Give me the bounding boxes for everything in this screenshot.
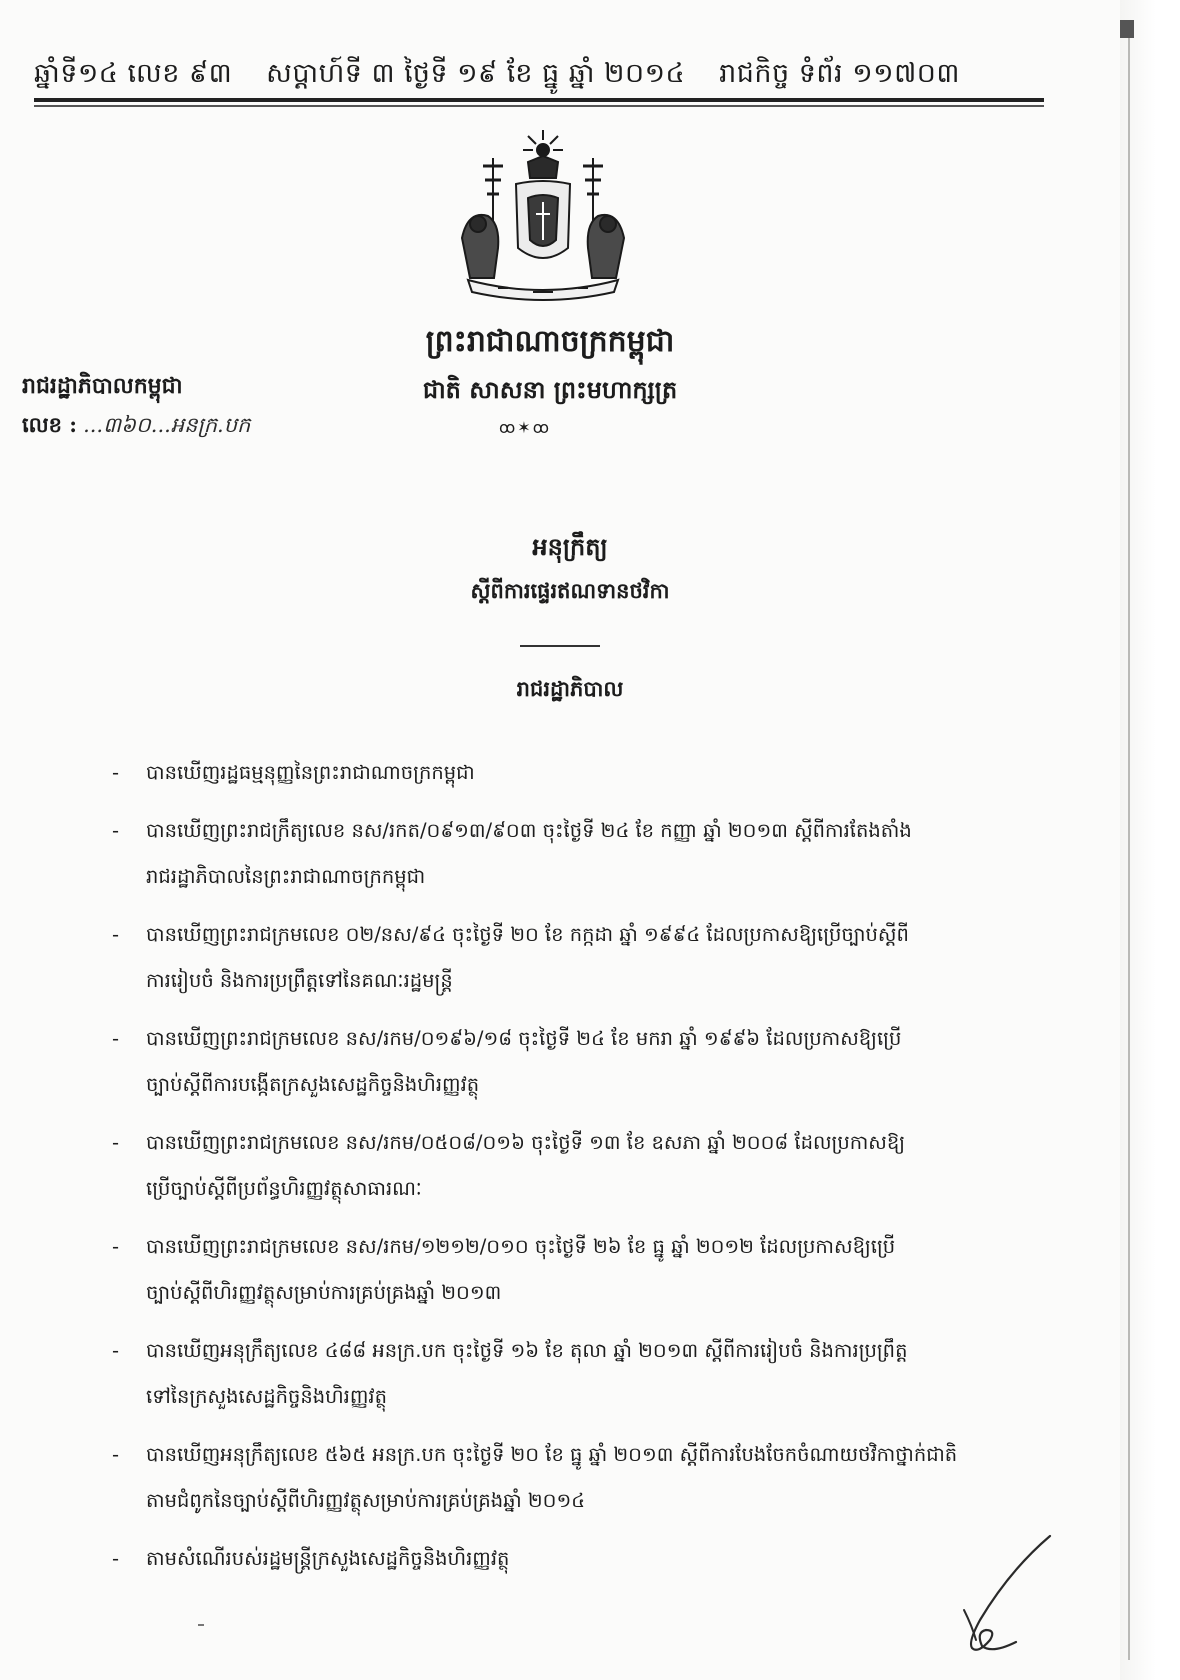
clause-text: បានឃើញរដ្ឋធម្មនុញ្ញនៃព្រះរាជាណាចក្រកម្ពុជា bbox=[146, 761, 475, 784]
clause-text: បានឃើញព្រះរាជក្រឹត្យលេខ នស/រកត/០៩១៣/៩០៣ ចុះថ្ងៃទី ២៤ ខែ កញ្ញា ឆ្នាំ ២០១៣ ស្ដីពីការតែងតាំង រាជរដ្ឋាភិបាលនៃព្រះរាជាណាចក្រកម្ពុជា bbox=[146, 819, 912, 888]
handwritten-initial-signature bbox=[920, 1530, 1060, 1660]
issuing-body-heading: រាជរដ្ឋាភិបាល bbox=[516, 676, 624, 701]
preamble-clauses bbox=[112, 750, 1002, 1594]
list-item bbox=[112, 912, 1002, 1004]
list-item bbox=[112, 1016, 1002, 1108]
gazette-header bbox=[34, 46, 1044, 106]
list-item bbox=[112, 750, 1002, 796]
reference-number-label: លេខ : bbox=[22, 412, 78, 437]
document-subject: ស្ដីពីការផ្ទេរឥណទានថវិកា bbox=[470, 578, 670, 603]
clause-text: បានឃើញព្រះរាជក្រមលេខ ០២/នស/៩៤ ចុះថ្ងៃទី ២០ ខែ កក្កដា ឆ្នាំ ១៩៩៤ ដែលប្រកាសឱ្យប្រើច្បាប់ស្ដីពី ការរៀបចំ និងការប្រព្រឹត្តទៅនៃគណៈរដ្ឋមន្ត្រី bbox=[146, 923, 909, 992]
clause-text: បានឃើញព្រះរាជក្រមលេខ នស/រកម/០៥០៨/០១៦ ចុះថ្ងៃទី ១៣ ខែ ឧសភា ឆ្នាំ ២០០៨ ដែលប្រកាសឱ្យ ប្រើច្បាប់ស្ដីពីប្រព័ន្ធហិរញ្ញវត្ថុសាធារណៈ bbox=[146, 1131, 906, 1200]
page-edge-mark bbox=[1120, 20, 1134, 38]
bullet-dash: - bbox=[112, 1547, 120, 1570]
clause-text: បានឃើញអនុក្រឹត្យលេខ ៤៨៨ អនក្រ.បក ចុះថ្ងៃទី ១៦ ខែ តុលា ឆ្នាំ ២០១៣ ស្ដីពីការរៀបចំ និងការប្រព្រឹត្ត ទៅនៃក្រសួងសេដ្ឋកិច្ចនិងហិរញ្ញវត្ថុ bbox=[146, 1339, 908, 1408]
bullet-dash: - bbox=[112, 761, 120, 784]
ornament-divider: ꝏ✶ꝏ bbox=[499, 418, 551, 437]
issuing-authority: រាជរដ្ឋាភិបាលកម្ពុជា bbox=[22, 373, 183, 399]
list-item bbox=[112, 1536, 1002, 1582]
section-divider bbox=[520, 645, 600, 647]
clause-text: បានឃើញព្រះរាជក្រមលេខ នស/រកម/០១៩៦/១៨ ចុះថ្ងៃទី ២៤ ខែ មករា ឆ្នាំ ១៩៩៦ ដែលប្រកាសឱ្យប្រើ ច្បាប់ស្ដីពីការបង្កើតក្រសួងសេដ្ឋកិច្ចនិងហិរញ្ញវត្ថុ bbox=[146, 1027, 902, 1096]
document-type: អនុក្រឹត្យ bbox=[532, 532, 608, 561]
gazette-week-date: សប្ដាហ៍ទី ៣ ថ្ងៃទី ១៩ ខែ ធ្នូ ឆ្នាំ ២០១៤ bbox=[266, 57, 686, 89]
bullet-dash: - bbox=[112, 1027, 120, 1050]
bullet-dash: - bbox=[112, 923, 120, 946]
national-motto: ជាតិ សាសនា ព្រះមហាក្សត្រ bbox=[422, 375, 678, 404]
list-item bbox=[112, 808, 1002, 900]
gazette-year-issue: ឆ្នាំទី១៤ លេខ ៩៣ bbox=[34, 57, 233, 89]
royal-coat-of-arms-icon bbox=[448, 128, 638, 308]
reference-number bbox=[22, 412, 250, 443]
bullet-dash: - bbox=[112, 819, 120, 842]
list-item bbox=[112, 1224, 1002, 1316]
clause-text: បានឃើញព្រះរាជក្រមលេខ នស/រកម/១២១២/០១០ ចុះថ្ងៃទី ២៦ ខែ ធ្នូ ឆ្នាំ ២០១២ ដែលប្រកាសឱ្យប្រើ ច្បាប់ស្ដីពីហិរញ្ញវត្ថុសម្រាប់ការគ្រប់គ្រងឆ្នាំ ២០១៣ bbox=[146, 1235, 896, 1304]
list-item bbox=[112, 1120, 1002, 1212]
bullet-dash: - bbox=[112, 1443, 120, 1466]
gazette-page-number: រាជកិច្ច ទំព័រ ១១៧០៣ bbox=[719, 57, 960, 89]
kingdom-title: ព្រះរាជាណាចក្រកម្ពុជា bbox=[425, 324, 675, 359]
clause-text: តាមសំណើរបស់រដ្ឋមន្ត្រីក្រសួងសេដ្ឋកិច្ចនិងហិរញ្ញវត្ថុ bbox=[146, 1547, 510, 1570]
header-rule-thick bbox=[34, 98, 1044, 102]
list-item bbox=[112, 1432, 1002, 1524]
page-mark bbox=[198, 1624, 204, 1626]
bullet-dash: - bbox=[112, 1131, 120, 1154]
clause-text: បានឃើញអនុក្រឹត្យលេខ ៥៦៥ អនក្រ.បក ចុះថ្ងៃទី ២០ ខែ ធ្នូ ឆ្នាំ ២០១៣ ស្ដីពីការបែងចែកចំណាយថវិកាថ្នាក់ជាតិ តាមជំពូកនៃច្បាប់ស្ដីពីហិរញ្ញវត្ថុសម្រាប់ការគ្រប់គ្រងឆ្នាំ ២០១៤ bbox=[146, 1443, 958, 1512]
page-edge-line bbox=[1128, 20, 1130, 1660]
bullet-dash: - bbox=[112, 1339, 120, 1362]
bullet-dash: - bbox=[112, 1235, 120, 1258]
reference-number-value: ...៣៦០...អនក្រ.បក bbox=[83, 413, 251, 437]
list-item bbox=[112, 1328, 1002, 1420]
header-rule-thin bbox=[34, 105, 1044, 107]
